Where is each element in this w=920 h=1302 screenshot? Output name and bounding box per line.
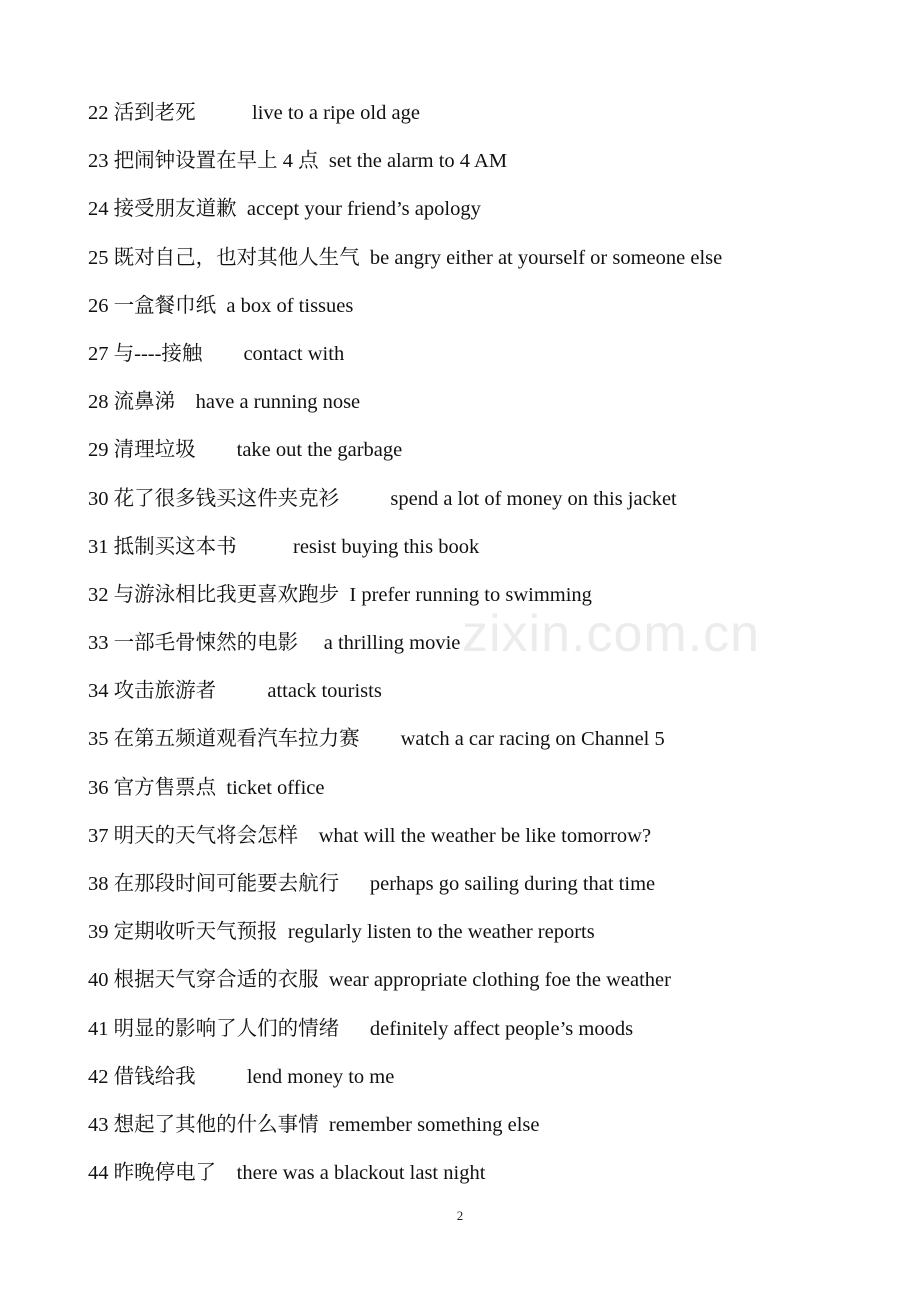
chinese-phrase: 一盒餐巾纸 (113, 294, 217, 317)
english-phrase: wear appropriate clothing foe the weather (328, 969, 671, 992)
english-phrase: a box of tissues (226, 294, 354, 317)
phrase-gap (196, 1066, 247, 1088)
vocabulary-entry (88, 144, 722, 192)
chinese-phrase: 攻击旅游者 (113, 680, 217, 703)
english-phrase: set the alarm to 4 AM (328, 150, 508, 173)
english-phrase: a thrilling movie (323, 632, 461, 655)
entry-number: 35 (88, 728, 109, 751)
entry-number: 44 (88, 1162, 109, 1185)
chinese-phrase: 既对自己，也对其他人生气 (113, 246, 360, 269)
vocabulary-entry (88, 192, 722, 240)
vocabulary-entry (88, 674, 722, 722)
entry-number: 25 (88, 246, 109, 269)
phrase-gap (237, 536, 293, 558)
english-phrase: attack tourists (267, 680, 382, 703)
entry-number: 27 (88, 342, 109, 365)
phrase-gap (202, 343, 243, 365)
entry-number: 34 (88, 680, 109, 703)
phrase-gap (319, 969, 329, 991)
vocabulary-entry (88, 530, 722, 578)
phrase-gap (216, 777, 226, 799)
vocabulary-entry (88, 433, 722, 481)
phrase-gap (216, 295, 226, 317)
phrase-gap (196, 439, 237, 461)
phrase-gap (360, 247, 370, 269)
vocabulary-entry (88, 722, 722, 770)
entry-number: 41 (88, 1017, 109, 1040)
english-phrase: take out the garbage (236, 439, 403, 462)
vocabulary-entry (88, 578, 722, 626)
english-phrase: lend money to me (246, 1065, 395, 1088)
vocabulary-entry (88, 482, 722, 530)
english-phrase: what will the weather be like tomorrow? (318, 824, 652, 847)
english-phrase: watch a car racing on Channel 5 (400, 728, 665, 751)
vocabulary-entry (88, 337, 722, 385)
chinese-phrase: 与----接触 (113, 342, 203, 365)
english-phrase: definitely affect people’s moods (369, 1017, 634, 1040)
phrase-gap (339, 488, 390, 510)
phrase-gap (339, 584, 349, 606)
chinese-phrase: 一部毛骨悚然的电影 (113, 632, 299, 655)
phrase-gap (216, 1162, 237, 1184)
phrase-gap (216, 680, 267, 702)
english-phrase: spend a lot of money on this jacket (390, 487, 677, 510)
vocabulary-entry (88, 915, 722, 963)
entry-number: 40 (88, 969, 109, 992)
phrase-gap (237, 198, 247, 220)
vocabulary-entry (88, 1012, 722, 1060)
entry-number: 23 (88, 150, 109, 173)
vocabulary-entry (88, 96, 722, 144)
watermark: zixin.com.cn (462, 605, 761, 663)
vocabulary-entry (88, 289, 722, 337)
page-number: 2 (456, 1208, 464, 1223)
chinese-phrase: 明天的天气将会怎样 (113, 824, 299, 847)
phrase-gap (196, 102, 252, 124)
phrase-gap (319, 1114, 329, 1136)
entry-number: 39 (88, 921, 109, 944)
chinese-phrase: 明显的影响了人们的情绪 (113, 1017, 340, 1040)
chinese-phrase: 在第五频道观看汽车拉力赛 (113, 728, 360, 751)
entry-number: 26 (88, 294, 109, 317)
english-phrase: have a running nose (195, 391, 361, 414)
phrase-gap (319, 150, 329, 172)
chinese-phrase: 与游泳相比我更喜欢跑步 (113, 583, 340, 606)
entry-number: 38 (88, 873, 109, 895)
entry-number: 33 (88, 632, 109, 655)
chinese-phrase: 昨晚停电了 (113, 1162, 217, 1185)
chinese-phrase: 根据天气穿合适的衣服 (113, 969, 319, 992)
entry-number: 37 (88, 824, 109, 847)
english-phrase: regularly listen to the weather reports (287, 921, 595, 944)
entry-number: 36 (88, 776, 109, 799)
chinese-phrase: 接受朋友道歉 (113, 198, 237, 221)
entry-number: 43 (88, 1113, 109, 1136)
vocabulary-list (88, 96, 722, 1204)
english-phrase: ticket office (226, 776, 325, 799)
phrase-gap (339, 873, 370, 895)
entry-number: 30 (88, 487, 109, 510)
entry-number: 28 (88, 391, 109, 414)
chinese-phrase: 活到老死 (113, 102, 196, 124)
entry-number: 31 (88, 535, 109, 558)
english-phrase: resist buying this book (293, 535, 480, 558)
vocabulary-entry (88, 241, 722, 289)
entry-number: 42 (88, 1065, 109, 1088)
vocabulary-entry (88, 1060, 722, 1108)
phrase-gap (175, 391, 196, 413)
vocabulary-entry (88, 1156, 722, 1204)
chinese-phrase: 借钱给我 (113, 1065, 196, 1088)
english-phrase: remember something else (328, 1113, 540, 1136)
vocabulary-entry (88, 963, 722, 1011)
phrase-gap (298, 825, 319, 847)
chinese-phrase: 流鼻涕 (113, 391, 176, 414)
chinese-phrase: 把闹钟设置在早上 4 点 (113, 150, 319, 173)
chinese-phrase: 定期收听天气预报 (113, 921, 278, 944)
vocabulary-entry (88, 771, 722, 819)
english-phrase: perhaps go sailing during that time (369, 873, 656, 895)
english-phrase: there was a blackout last night (236, 1162, 486, 1185)
chinese-phrase: 抵制买这本书 (113, 535, 237, 558)
entry-number: 32 (88, 583, 109, 606)
chinese-phrase: 想起了其他的什么事情 (113, 1113, 319, 1136)
english-phrase: accept your friend’s apology (246, 198, 481, 221)
vocabulary-entry (88, 1108, 722, 1156)
vocabulary-entry (88, 385, 722, 433)
entry-number: 22 (88, 102, 109, 124)
vocabulary-entry (88, 819, 722, 867)
phrase-gap (339, 1018, 370, 1040)
english-phrase: I prefer running to swimming (349, 583, 592, 606)
chinese-phrase: 在那段时间可能要去航行 (113, 873, 340, 895)
phrase-gap (298, 632, 324, 654)
phrase-gap (360, 728, 401, 750)
entry-number: 29 (88, 439, 109, 462)
english-phrase: live to a ripe old age (252, 102, 420, 124)
phrase-gap (278, 921, 288, 943)
chinese-phrase: 清理垃圾 (113, 439, 196, 462)
vocabulary-entry (88, 867, 722, 915)
chinese-phrase: 花了很多钱买这件夹克衫 (113, 487, 340, 510)
vocabulary-entry (88, 626, 722, 674)
entry-number: 24 (88, 198, 109, 221)
chinese-phrase: 官方售票点 (113, 776, 217, 799)
english-phrase: contact with (243, 342, 345, 365)
english-phrase: be angry either at yourself or someone else (369, 246, 723, 269)
